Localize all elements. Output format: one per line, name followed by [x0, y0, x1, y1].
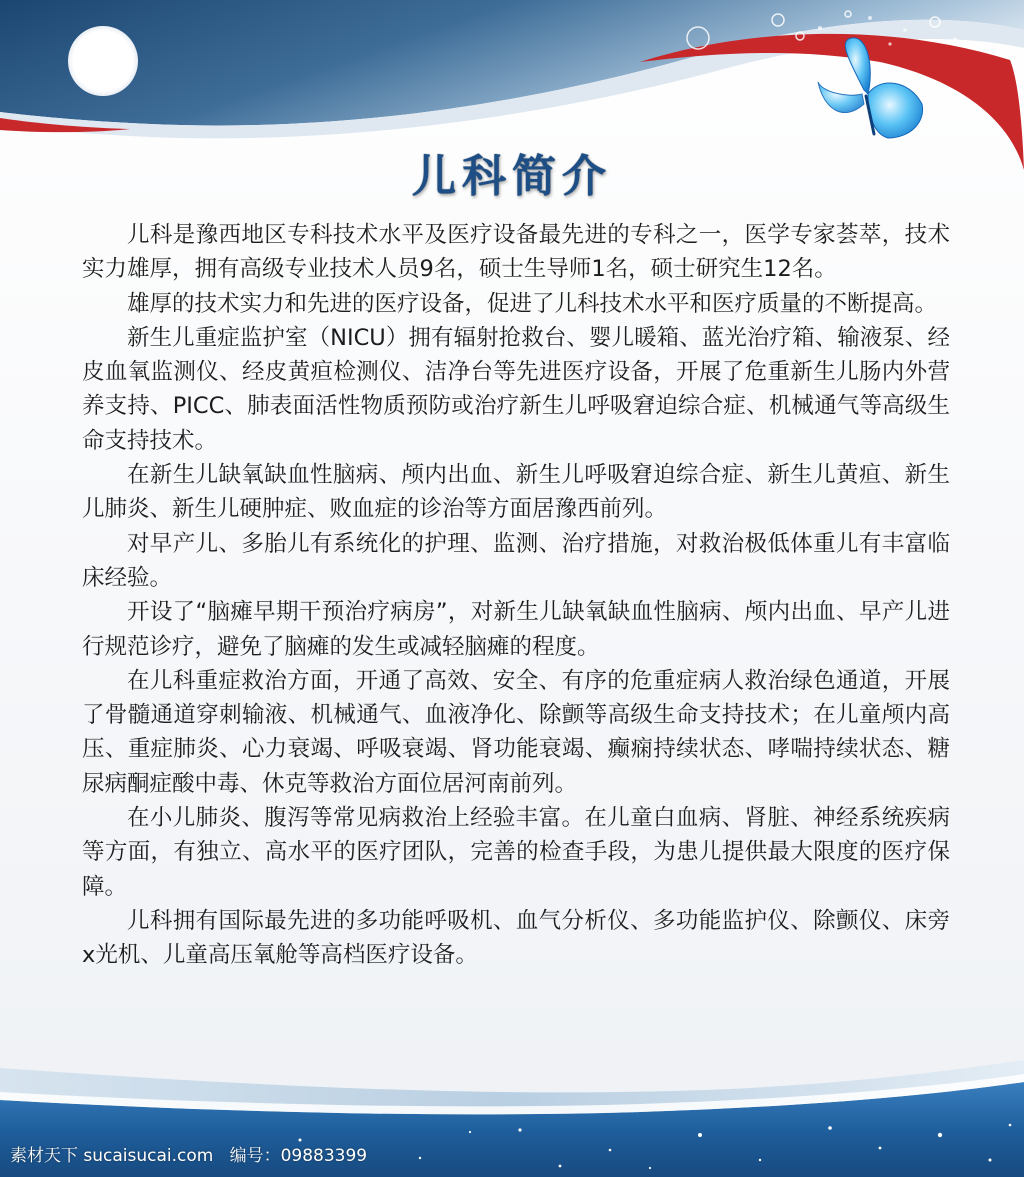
paragraph: 儿科是豫西地区专科技术水平及医疗设备最先进的专科之一，医学专家荟萃，技术实力雄厚，拥有高级专业技术人员9名，硕士生导师1名，硕士研究生12名。 — [82, 222, 950, 283]
watermark-site: 素材天下 sucaisucai.com — [10, 1146, 214, 1166]
page-title: 儿科简介 — [412, 151, 612, 202]
watermark-code: 09883399 — [280, 1146, 368, 1166]
paragraph: 雄厚的技术实力和先进的医疗设备，促进了儿科技术水平和医疗质量的不断提高。 — [127, 290, 938, 317]
watermark — [10, 1141, 367, 1166]
paragraph: 新生儿重症监护室（NICU）拥有辐射抢救台、婴儿暖箱、蓝光治疗箱、输液泵、经皮血氧监测仪、经皮黄疸检测仪、洁净台等先进医疗设备，开展了危重新生儿肠内外营养支持、PICC、肺表面活性物质预防或治疗新生儿呼吸窘迫综合症、机械通气等高级生命支持技术。 — [82, 324, 950, 454]
paragraph: 在儿科重症救治方面，开通了高效、安全、有序的危重症病人救治绿色通道，开展了骨髓通道穿刺输液、机械通气、血液净化、除颤等高级生命支持技术；在儿童颅内高压、重症肺炎、心力衰竭、呼吸衰竭、肾功能衰竭、癫痫持续状态、哮喘持续状态、糖尿病酮症酸中毒、休克等救治方面位居河南前列。 — [82, 667, 950, 797]
paragraph: 在新生儿缺氧缺血性脑病、颅内出血、新生儿呼吸窘迫综合症、新生儿黄疸、新生儿肺炎、新生儿硬肿症、败血症的诊治等方面居豫西前列。 — [82, 462, 950, 523]
body-text — [82, 218, 950, 973]
paragraph: 在小儿肺炎、腹泻等常见病救治上经验丰富。在儿童白血病、肾脏、神经系统疾病等方面，有独立、高水平的医疗团队，完善的检查手段，为患儿提供最大限度的医疗保障。 — [82, 805, 950, 900]
watermark-code-label: 编号： — [229, 1146, 281, 1166]
paragraph: 开设了“脑瘫早期干预治疗病房”，对新生儿缺氧缺血性脑病、颅内出血、早产儿进行规范诊疗，避免了脑瘫的发生或减轻脑瘫的程度。 — [82, 599, 950, 660]
paragraph: 儿科拥有国际最先进的多功能呼吸机、血气分析仪、多功能监护仪、除颤仪、床旁x光机、儿童高压氧舱等高档医疗设备。 — [82, 907, 950, 969]
paragraph: 对早产儿、多胎儿有系统化的护理、监测、治疗措施，对救治极低体重儿有丰富临床经验。 — [82, 530, 950, 591]
